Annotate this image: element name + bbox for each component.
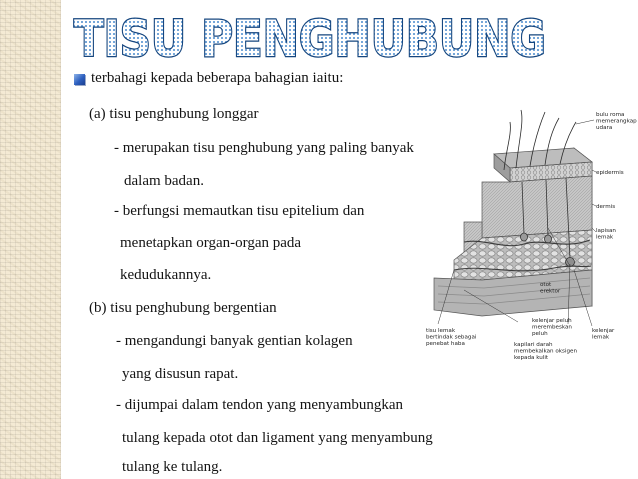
text-line: yang disusun rapat. — [122, 366, 239, 382]
text-line: dalam badan. — [124, 173, 204, 189]
text-line: (a) tisu penghubung longgar — [89, 106, 259, 122]
figure-label-muscle: otot erektor — [540, 282, 561, 295]
figure-label-fat-tissue: tisu lemak bertindak sebagai penebat haba — [426, 328, 477, 347]
figure-label-dermis: dermis — [596, 204, 616, 210]
figure-label-sweat-gland: kelenjar peluh merembeskan peluh — [532, 318, 572, 337]
bullet-icon — [74, 74, 85, 85]
figure-label-fat-layer: lapisan lemak — [596, 228, 616, 241]
text-line: tulang kepada otot dan ligament yang menyambung — [122, 430, 433, 446]
text-line: - dijumpai dalam tendon yang menyambungkan — [116, 397, 404, 413]
text-line: tulang ke tulang. — [122, 459, 223, 475]
text-line: (b) tisu penghubung bergentian — [89, 300, 277, 316]
text-line: terbahagi kepada beberapa bahagian iaitu: — [91, 70, 344, 86]
figure-label-hair: bulu roma memerangkap udara — [596, 112, 637, 131]
figure-label-capillary: kapilari darah membekalkan oksigen kepada kulit — [514, 342, 578, 361]
text-line: - merupakan tisu penghubung yang paling banyak — [114, 140, 414, 156]
text-line: - berfungsi memautkan tisu epitelium dan — [114, 203, 365, 219]
text-line: - mengandungi banyak gentian kolagen — [116, 333, 353, 349]
slide-title — [72, 4, 550, 68]
figure-label-epidermis: epidermis — [596, 170, 624, 176]
slide-left-texture — [0, 0, 61, 479]
skin-diagram — [424, 110, 637, 380]
text-line: menetapkan organ-organ pada — [120, 235, 302, 251]
text-line: kedudukannya. — [120, 267, 212, 283]
slide-title-text: TISU PENGHUBUNG — [74, 10, 546, 68]
figure-label-fat-gland: kelenjar lemak — [592, 328, 615, 341]
